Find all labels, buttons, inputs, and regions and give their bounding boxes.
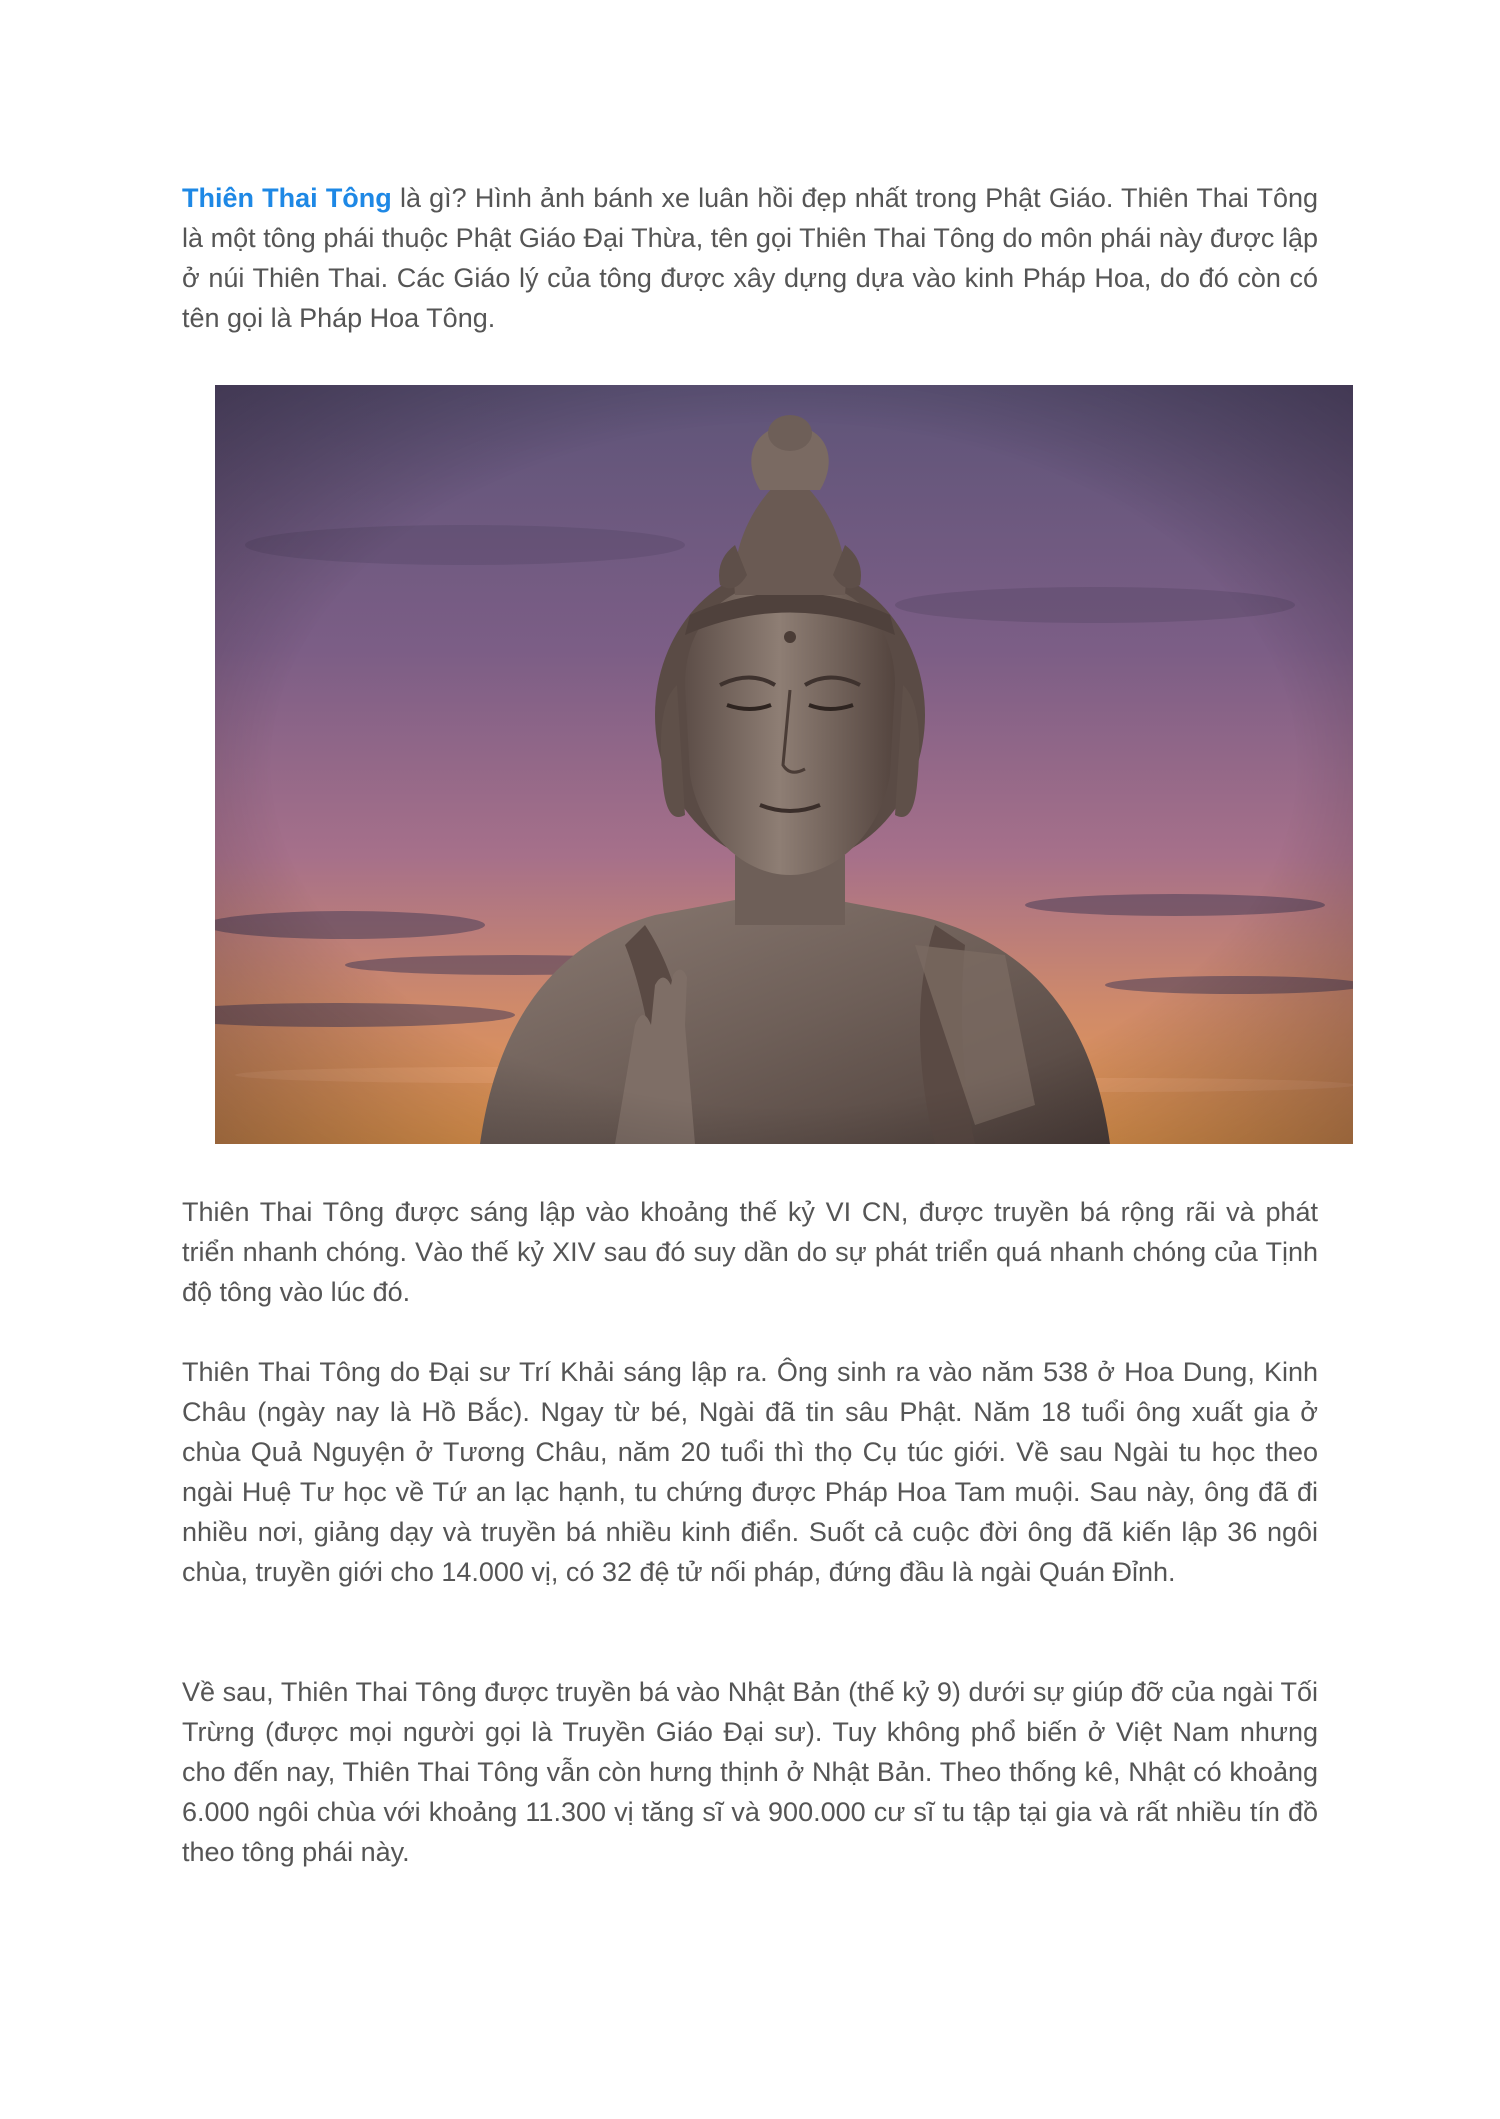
buddha-statue-image [215,385,1353,1144]
article-title-link[interactable]: Thiên Thai Tông [182,183,392,213]
paragraph-japan: Về sau, Thiên Thai Tông được truyền bá vào Nhật Bản (thế kỷ 9) dưới sự giúp đỡ của ngài Tối Trừng (được mọi người gọi là Truyền Giáo Đại sư). Tuy không phổ biến ở Việt Nam nhưng cho đến nay, Thiên Thai Tông vẫn còn hưng thịnh ở Nhật Bản. Theo thống kê, Nhật có khoảng 6.000 ngôi chùa với khoảng 11.300 vị tăng sĩ và 900.000 cư sĩ tu tập tại gia và rất nhiều tín đồ theo tông phái này. [182,1677,1318,1867]
intro-paragraph [182,178,1318,338]
paragraph-founder: Thiên Thai Tông do Đại sư Trí Khải sáng lập ra. Ông sinh ra vào năm 538 ở Hoa Dung, Kinh Châu (ngày nay là Hồ Bắc). Ngay từ bé, Ngài đã tin sâu Phật. Năm 18 tuổi ông xuất gia ở chùa Quả Nguyện ở Tương Châu, năm 20 tuổi thì thọ Cụ túc giới. Về sau Ngài tu học theo ngài Huệ Tư học về Tứ an lạc hạnh, tu chứng được Pháp Hoa Tam muội. Sau này, ông đã đi nhiều nơi, giảng dạy và truyền bá nhiều kinh điển. Suốt cả cuộc đời ông đã kiến lập 36 ngôi chùa, truyền giới cho 14.000 vị, có 32 đệ tử nối pháp, đứng đầu là ngài Quán Đỉnh. [182,1357,1318,1587]
intro-text: là gì? Hình ảnh bánh xe luân hồi đẹp nhất trong Phật Giáo. Thiên Thai Tông là một tông phái thuộc Phật Giáo Đại Thừa, tên gọi Thiên Thai Tông do môn phái này được lập ở núi Thiên Thai. Các Giáo lý của tông được xây dựng dựa vào kinh Pháp Hoa, do đó còn có tên gọi là Pháp Hoa Tông. [182,183,1318,333]
buddha-statue-icon [215,385,1353,1144]
paragraph-history: Thiên Thai Tông được sáng lập vào khoảng thế kỷ VI CN, được truyền bá rộng rãi và phát triển nhanh chóng. Vào thế kỷ XIV sau đó suy dần do sự phát triển quá nhanh chóng của Tịnh độ tông vào lúc đó. [182,1197,1318,1307]
